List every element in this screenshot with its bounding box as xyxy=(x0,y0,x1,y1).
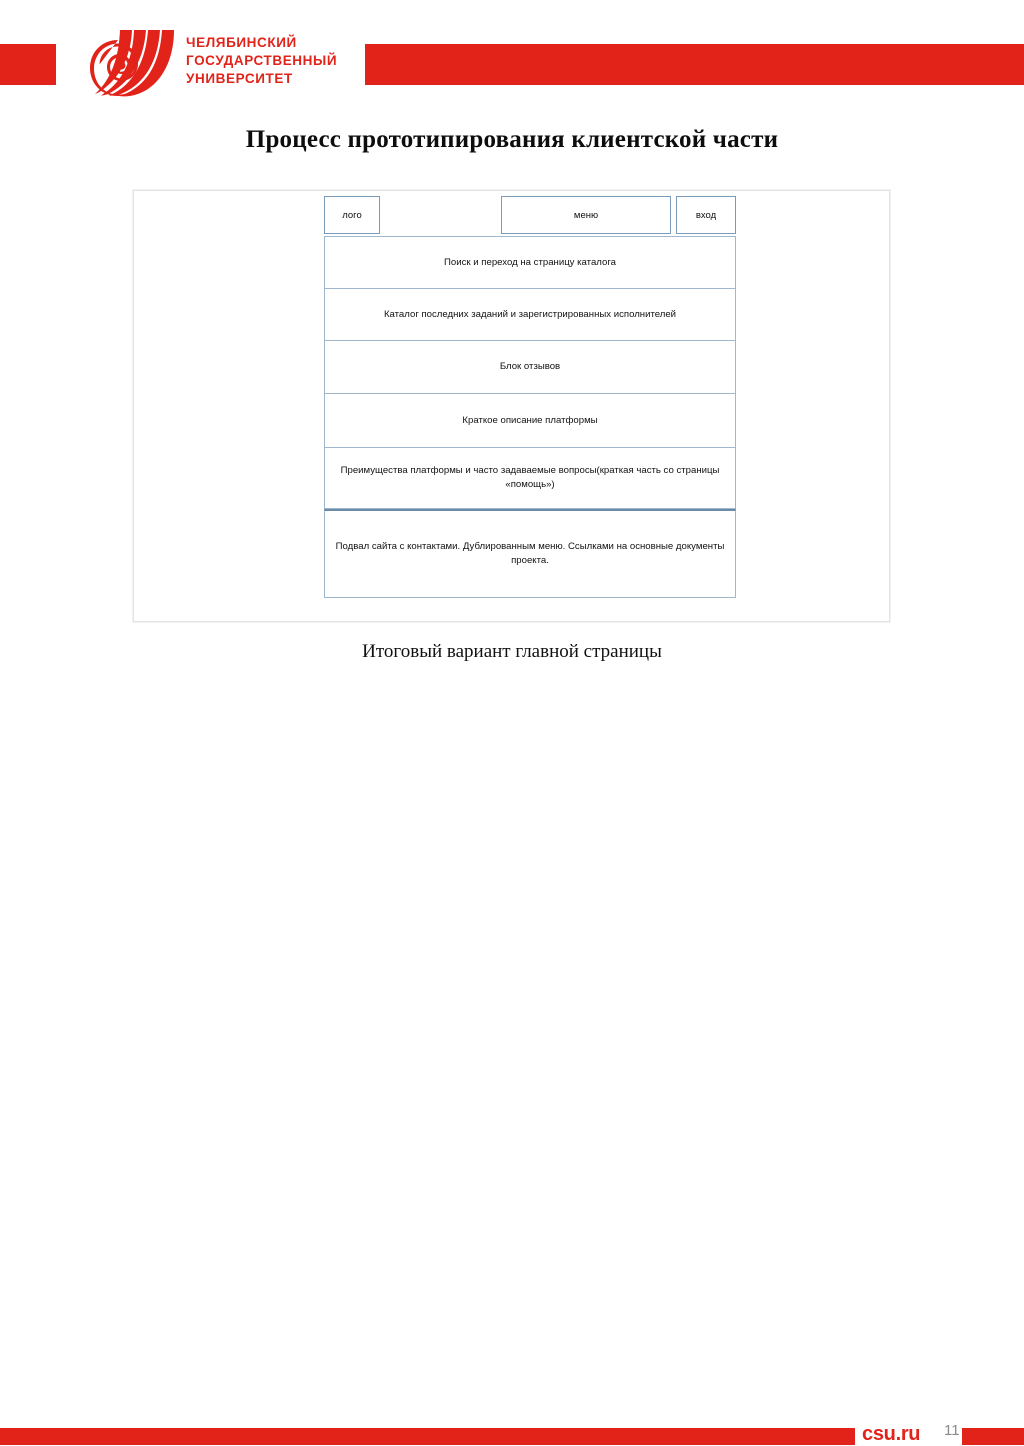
wireframe-row-reviews: Блок отзывов xyxy=(324,341,736,394)
wireframe-row-about: Краткое описание платформы xyxy=(324,394,736,448)
wireframe-container xyxy=(133,190,890,622)
wireframe-logo-box: лого xyxy=(324,196,380,234)
figure-caption: Итоговый вариант главной страницы xyxy=(362,641,662,662)
header-red-bar-left xyxy=(0,44,56,85)
header-red-bar-right xyxy=(365,44,1024,85)
csu-shell-spiral-logo-icon xyxy=(86,26,182,100)
wordmark-line-2: ГОСУДАРСТВЕННЫЙ xyxy=(186,53,338,68)
wordmark-line-1: ЧЕЛЯБИНСКИЙ xyxy=(186,35,297,50)
wireframe-row-catalog: Каталог последних заданий и зарегистрированных исполнителей xyxy=(324,289,736,341)
footer-website-label: csu.ru xyxy=(862,1423,921,1445)
wireframe-row-search: Поиск и переход на страницу каталога xyxy=(324,236,736,289)
wireframe-login-box: вход xyxy=(676,196,736,234)
page-number: 11 xyxy=(944,1422,960,1439)
wireframe-row-faq: Преимущества платформы и часто задаваемые вопросы(краткая часть со страницы «помощь») xyxy=(324,448,736,509)
slide-footer xyxy=(0,700,1024,1445)
footer-red-bar-right xyxy=(962,1428,1024,1445)
university-wordmark xyxy=(186,34,356,88)
university-logo xyxy=(86,26,356,100)
slide-header xyxy=(0,0,1024,118)
wireframe-topbar xyxy=(324,196,736,235)
homepage-wireframe-mockup xyxy=(324,196,736,598)
wireframe-row-site-footer: Подвал сайта с контактами. Дублированным меню. Ссылками на основные документы проекта. xyxy=(324,509,736,598)
footer-red-bar-left xyxy=(0,1428,855,1445)
wordmark-line-3: УНИВЕРСИТЕТ xyxy=(186,71,293,86)
wireframe-menu-box: меню xyxy=(501,196,671,234)
page-title: Процесс прототипирования клиентской части xyxy=(245,126,779,153)
